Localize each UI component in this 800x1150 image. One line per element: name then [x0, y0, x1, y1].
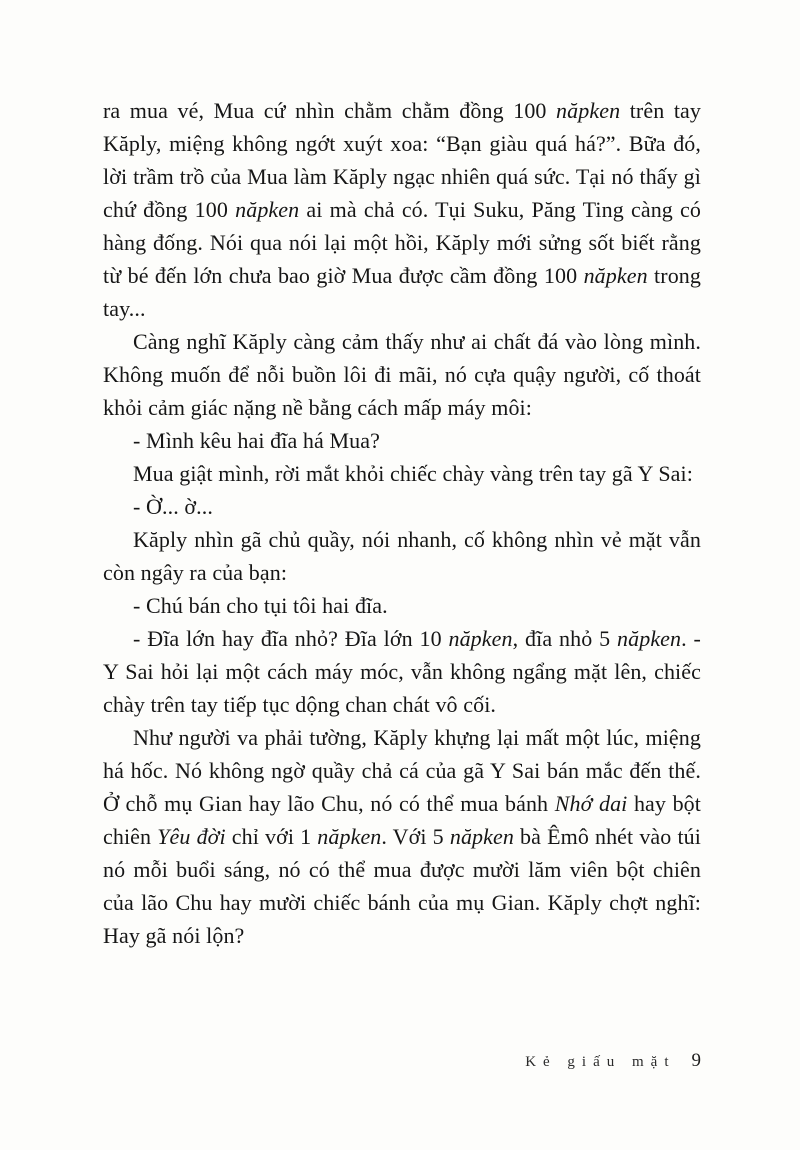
- italic-text-run: năpken: [317, 824, 382, 849]
- text-run: . Với 5: [381, 824, 450, 849]
- text-run: . - Y Sai hỏi lại một cách máy móc, vẫn không ngẩng mặt lên, chiếc chày trên tay tiếp tục dộng chan chát vô cối.: [103, 626, 701, 717]
- italic-text-run: năpken: [448, 626, 513, 651]
- text-run: hay bột chiên: [103, 791, 701, 849]
- paragraph: [103, 622, 701, 721]
- paragraph: [103, 424, 701, 457]
- text-run: Mua giật mình, rời mắt khỏi chiếc chày vàng trên tay gã Y Sai:: [133, 461, 693, 486]
- paragraph: [103, 490, 701, 523]
- text-run: - Mình kêu hai đĩa há Mua?: [133, 428, 380, 453]
- footer-book-title: Kẻ giấu mặt: [525, 1054, 676, 1070]
- paragraph: [103, 457, 701, 490]
- text-run: ai mà chả có. Tụi Suku, Păng Ting càng có hàng đống. Nói qua nói lại một hồi, Kăply mới sửng sốt biết rằng từ bé đến lớn chưa bao giờ Mua được cầm đồng 100: [103, 197, 701, 288]
- footer-page-number: 9: [691, 1050, 701, 1071]
- paragraph: [103, 523, 701, 589]
- italic-text-run: Nhớ dai: [554, 791, 628, 816]
- paragraph: [103, 94, 701, 325]
- text-run: Kăply nhìn gã chủ quầy, nói nhanh, cố không nhìn vẻ mặt vẫn còn ngây ra của bạn:: [103, 527, 701, 585]
- paragraph: [103, 589, 701, 622]
- text-run: - Đĩa lớn hay đĩa nhỏ? Đĩa lớn 10: [133, 626, 449, 651]
- page-text: [103, 94, 701, 952]
- italic-text-run: Yêu đời: [157, 824, 226, 849]
- text-run: , đĩa nhỏ 5: [512, 626, 618, 651]
- paragraph: [103, 721, 701, 952]
- italic-text-run: năpken: [583, 263, 648, 288]
- text-run: Như người va phải tường, Kăply khựng lại mất một lúc, miệng há hốc. Nó không ngờ quầy chả cá của gã Y Sai bán mắc đến thế. Ở chỗ mụ Gian hay lão Chu, nó có thể mua bánh: [103, 725, 701, 816]
- italic-text-run: năpken: [449, 824, 514, 849]
- italic-text-run: năpken: [617, 626, 682, 651]
- text-run: trong tay...: [103, 263, 701, 321]
- paragraph: [103, 325, 701, 424]
- text-run: - Chú bán cho tụi tôi hai đĩa.: [133, 593, 388, 618]
- text-run: ra mua vé, Mua cứ nhìn chằm chằm đồng 100: [103, 98, 557, 123]
- text-run: Càng nghĩ Kăply càng cảm thấy như ai chất đá vào lòng mình. Không muốn để nỗi buồn lôi đi mãi, nó cựa quậy người, cố thoát khỏi cảm giác nặng nề bằng cách mấp máy môi:: [103, 329, 701, 420]
- page-footer: [103, 1050, 701, 1072]
- text-run: bà Êmô nhét vào túi nó mỗi buổi sáng, nó có thể mua được mười lăm viên bột chiên của lão Chu hay mười chiếc bánh của mụ Gian. Kăply chợt nghĩ: Hay gã nói lộn?: [103, 824, 701, 948]
- text-run: - Ờ... ờ...: [133, 494, 213, 519]
- text-run: chỉ với 1: [225, 824, 318, 849]
- text-run: trên tay Kăply, miệng không ngớt xuýt xoa: “Bạn giàu quá há?”. Bữa đó, lời trầm trồ của Mua làm Kăply ngạc nhiên quá sức. Tại nó thấy gì chứ đồng 100: [103, 98, 702, 222]
- italic-text-run: năpken: [556, 98, 621, 123]
- italic-text-run: năpken: [235, 197, 300, 222]
